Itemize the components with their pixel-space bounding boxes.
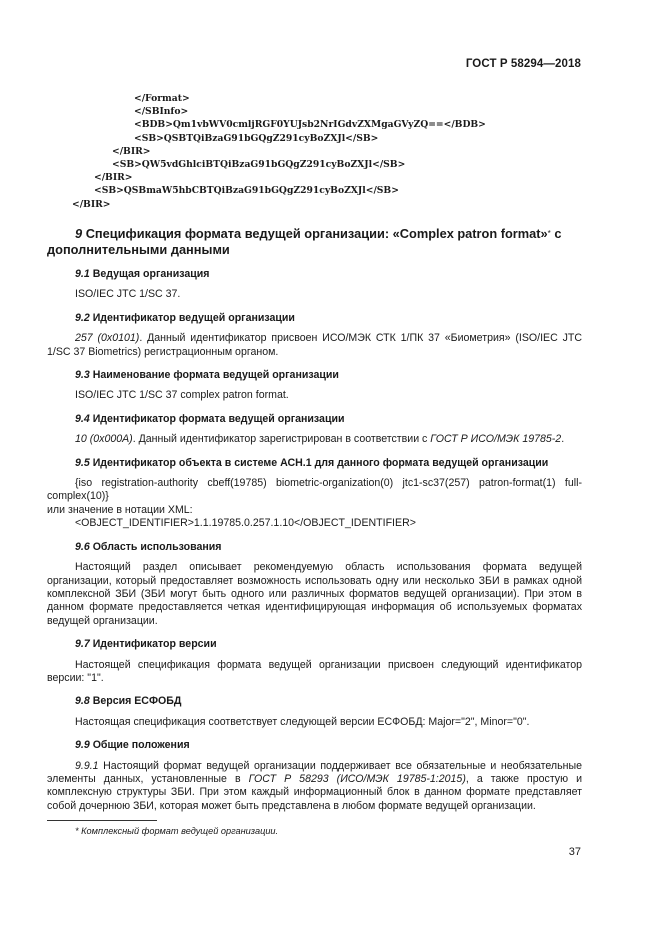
xml-code-block (60, 92, 580, 211)
paragraph: Настоящий раздел описывает рекомендуемую область использования формата ведущей организации, который предоставляет возможность использовать одну или несколько ЗБИ в рамках одной комплексной ЗБИ (ЗБИ могут быть одного или различных форматов ведущей организации). При этом в данном формате предоставляется четкая идентифицирующая информация об используемых форматах ведущей организации. (47, 561, 582, 627)
subsection-heading: 9.7 Идентификатор версии (75, 638, 217, 651)
xml-line: <SB>QW5vdGhlciBTQiBzaG91bGQgZ291cyBoZXJl</SB> (112, 159, 406, 171)
section-heading (47, 226, 582, 258)
paragraph: 10 (0x000A). Данный идентификатор зарегистрирован в соответствии с ГОСТ Р ИСО/МЭК 19785-2. (75, 433, 565, 446)
xml-line: </BIR> (72, 198, 111, 210)
paragraph: ISO/IEC JTC 1/SC 37. (75, 288, 181, 301)
section-title-prefix: Спецификация формата ведущей организации: «Complex patron format» (85, 226, 548, 241)
paragraph: ISO/IEC JTC 1/SC 37 complex patron format. (75, 389, 289, 402)
xml-line: </BIR> (112, 145, 151, 157)
standard-header: ГОСТ Р 58294—2018 (465, 58, 581, 70)
footnote: * Комплексный формат ведущей организации. (75, 826, 279, 836)
section-number: 9 (75, 226, 83, 241)
xml-line: </SBInfo> (134, 106, 189, 118)
xml-line: </Format> (134, 93, 190, 104)
xml-line: </BIR> (94, 172, 133, 184)
subsection-heading: 9.5 Идентификатор объекта в системе АСН.1 для данного формата ведущей организации (75, 456, 549, 469)
paragraph: Настоящей спецификация формата ведущей организации присвоен следующий идентификатор версии: "1". (47, 658, 582, 684)
xml-line: <BDB>Qm1vbWV0cmljRGF0YUJsb2NrIGdvZXMgaGVyZQ==</BDB> (134, 119, 486, 131)
footnote-mark: * (547, 229, 551, 238)
oid-paragraph: {iso registration-authority cbeff(19785) biometric-organization(0) jtc1-sc37(257) patron-format(1) full-complex(10)} (47, 477, 582, 503)
section-title-suffix: с дополнительными данными (47, 226, 562, 257)
xml-line: <SB>QSBTQiBzaG91bGQgZ291cyBoZXJl</SB> (134, 132, 379, 144)
paragraph: Настоящая спецификация соответствует следующей версии ЕСФОБД: Major="2", Minor="0". (75, 715, 530, 728)
xml-line: <SB>QSBmaW5hbCBTQiBzaG91bGQgZ291cyBoZXJl</SB> (94, 185, 399, 197)
footnote-divider (47, 820, 157, 821)
paragraph: или значение в нотации XML: (47, 503, 193, 516)
subsection-heading: 9.8 Версия ЕСФОБД (75, 695, 182, 708)
paragraph: 257 (0x0101). Данный идентификатор присвоен ИСО/МЭК СТК 1/ПК 37 «Биометрия» (ISO/IEC JTC 1/SC 37 Biometrics) регистрационным органом. (47, 332, 582, 358)
subsection-heading: 9.9 Общие положения (75, 739, 190, 752)
paragraph: 9.9.1 Настоящий формат ведущей организации поддерживает все обязательные и необязательные элементы данных, установленные в ГОСТ Р 58293 (ИСО/МЭК 19785-1:2015), а также простую и комплексную структуры ЗБИ. При этом каждый информационный блок в данном формате представляет собой дочернюю ЗБИ, которая может быть представлена в любом формате ведущей организации. (47, 759, 583, 812)
subsection-heading: 9.4 Идентификатор формата ведущей организации (75, 412, 345, 425)
subsection-heading: 9.2 Идентификатор ведущей организации (75, 311, 295, 324)
subsection-heading: 9.1 Ведущая организация (75, 268, 210, 280)
subsection-heading: 9.3 Наименование формата ведущей организации (75, 369, 339, 382)
page-number: 37 (568, 846, 581, 858)
subsection-heading: 9.6 Область использования (75, 540, 222, 553)
xml-oid-value: <OBJECT_IDENTIFIER>1.1.19785.0.257.1.10</OBJECT_IDENTIFIER> (75, 517, 416, 530)
document-body (47, 226, 582, 823)
